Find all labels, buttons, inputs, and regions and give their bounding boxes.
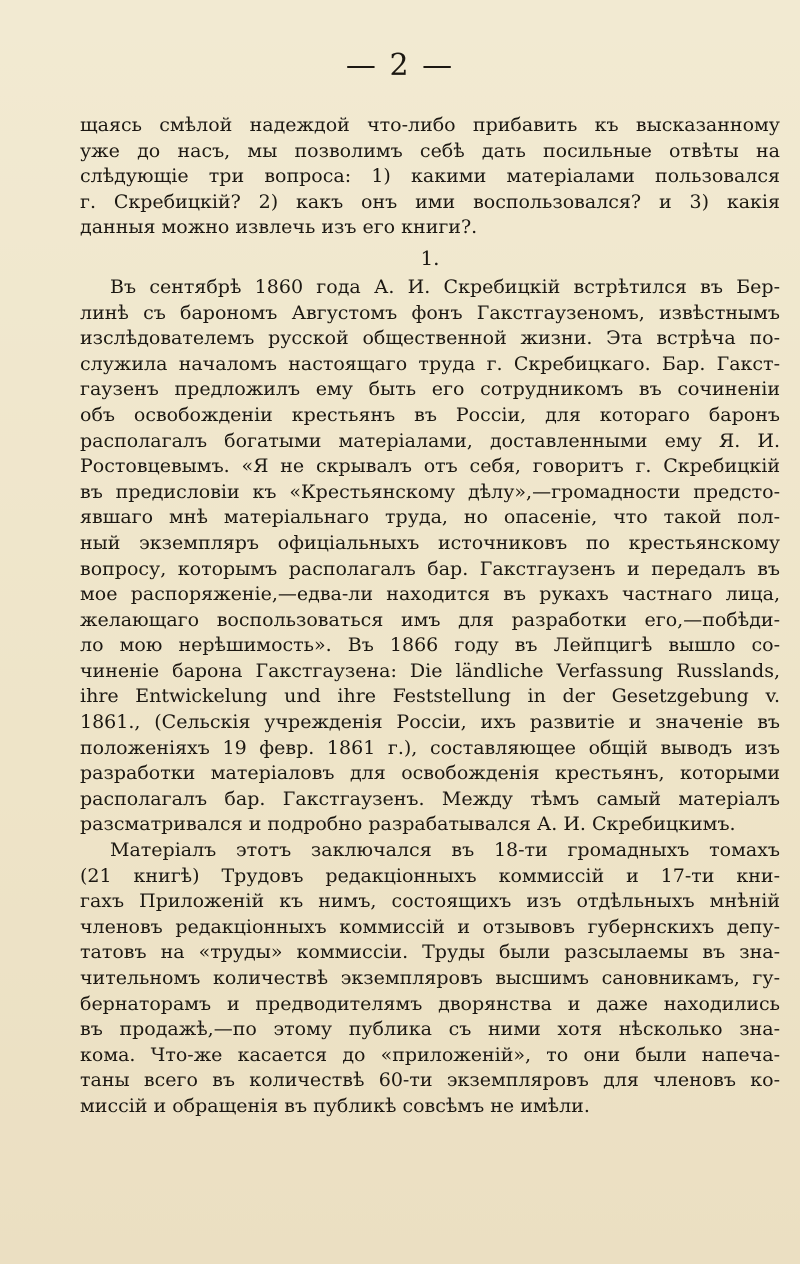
- second-paragraph: [80, 838, 780, 1120]
- text-line: данныя можно извлечь изъ его книги?.: [80, 216, 478, 239]
- text-line: линѣ съ барономъ Августомъ фонъ Гакстгаузеномъ, извѣстнымъ: [80, 301, 780, 324]
- text-line: служила началомъ настоящаго труда г. Скребицкаго. Бар. Гакст-: [80, 352, 780, 375]
- text-line: чительномъ количествѣ экземпляровъ высшимъ сановникамъ, гу-: [80, 967, 780, 989]
- text-line: 1861., (Сельскія учрежденія Россіи, ихъ развитіе и значеніе въ: [80, 711, 780, 734]
- text-line: располагалъ бар. Гакстгаузенъ. Между тѣмъ самый матеріалъ: [80, 787, 780, 810]
- text-line: мое распоряженіе,—едва-ли находится въ рукахъ частнаго лица,: [80, 583, 780, 606]
- text-line: татовъ на «труды» коммиссіи. Труды были разсылаемы въ зна-: [80, 941, 780, 964]
- text-line: разработки матеріаловъ для освобожденія крестьянъ, которыми: [80, 762, 780, 785]
- text-line: кома. Что-же касается до «приложеній», то они были напеча-: [80, 1043, 780, 1066]
- text-line: таны всего въ количествѣ 60-ти экземпляровъ для членовъ ко-: [80, 1069, 780, 1092]
- text-line: объ освобожденіи крестьянъ въ Россіи, для котораго баронъ: [80, 403, 780, 426]
- text-line: чиненіе барона Гакстгаузена: Die ländliche Verfassung Russlands,: [80, 659, 780, 682]
- text-line: ный экземпляръ офиціальныхъ источниковъ по крестьянскому: [80, 531, 780, 554]
- text-line: ло мою нерѣшимость». Въ 1866 году въ Лейпцигѣ вышло со-: [80, 634, 780, 657]
- text-line: изслѣдователемъ русской общественной жизни. Эта встрѣча по-: [80, 327, 780, 350]
- text-line: въ продажѣ,—по этому публика съ ними хотя нѣсколько зна-: [80, 1018, 780, 1041]
- text-line: желающаго воспользоваться имъ для разработки его,—побѣди-: [80, 608, 780, 631]
- text-line: г. Скребицкій? 2) какъ онъ ими воспользовался? и 3) какія: [80, 190, 780, 213]
- section-number: 1.: [420, 245, 440, 270]
- text-line: разсматривался и подробно разрабатывался А. И. Скребицкимъ.: [80, 813, 736, 836]
- section-paragraph: [80, 275, 780, 838]
- text-line: членовъ редакціонныхъ коммиссій и отзывовъ губернскихъ депу-: [80, 915, 780, 938]
- intro-paragraph: [80, 113, 780, 241]
- text-line: миссій и обращенія въ публикѣ совсѣмъ не имѣли.: [80, 1094, 590, 1117]
- text-line: положеніяхъ 19 февр. 1861 г.), составляющее общій выводъ изъ: [80, 736, 780, 759]
- text-line: бернаторамъ и предводителямъ дворянства и даже находились: [80, 992, 780, 1015]
- text-line: явшаго мнѣ матеріальнаго труда, но опасеніе, что такой пол-: [80, 506, 780, 529]
- body-text: [80, 113, 780, 1120]
- text-line: щаясь смѣлой надеждой что-либо прибавить къ высказанному: [80, 114, 780, 136]
- text-line: Въ сентябрѣ 1860 года А. И. Скребицкій встрѣтился въ Бер-: [110, 275, 780, 298]
- text-line: уже до насъ, мы позволимъ себѣ дать посильные отвѣты на: [80, 139, 780, 162]
- text-line: гаузенъ предложилъ ему быть его сотрудникомъ въ сочиненіи: [80, 378, 780, 401]
- text-line: въ предисловіи къ «Крестьянскому дѣлу»,—громадности предсто-: [80, 480, 780, 503]
- text-line: ihre Entwickelung und ihre Feststellung in der Gesetzgebung v.: [80, 685, 780, 708]
- text-line: Ростовцевымъ. «Я не скрывалъ отъ себя, говоритъ г. Скребицкій: [80, 455, 780, 478]
- page-number: — 2 —: [345, 48, 455, 83]
- text-line: Матеріалъ этотъ заключался въ 18-ти громадныхъ томахъ: [110, 839, 780, 862]
- text-line: слѣдующіе три вопроса: 1) какими матеріалами пользовался: [80, 165, 780, 188]
- text-line: вопросу, которымъ располагалъ бар. Гакстгаузенъ и передалъ въ: [80, 557, 780, 580]
- text-line: (21 книгѣ) Трудовъ редакціонныхъ коммиссій и 17-ти кни-: [80, 864, 780, 887]
- text-line: гахъ Приложеній къ нимъ, состоящихъ изъ отдѣльныхъ мнѣній: [80, 890, 780, 913]
- text-line: располагалъ богатыми матеріалами, доставленными ему Я. И.: [80, 429, 780, 452]
